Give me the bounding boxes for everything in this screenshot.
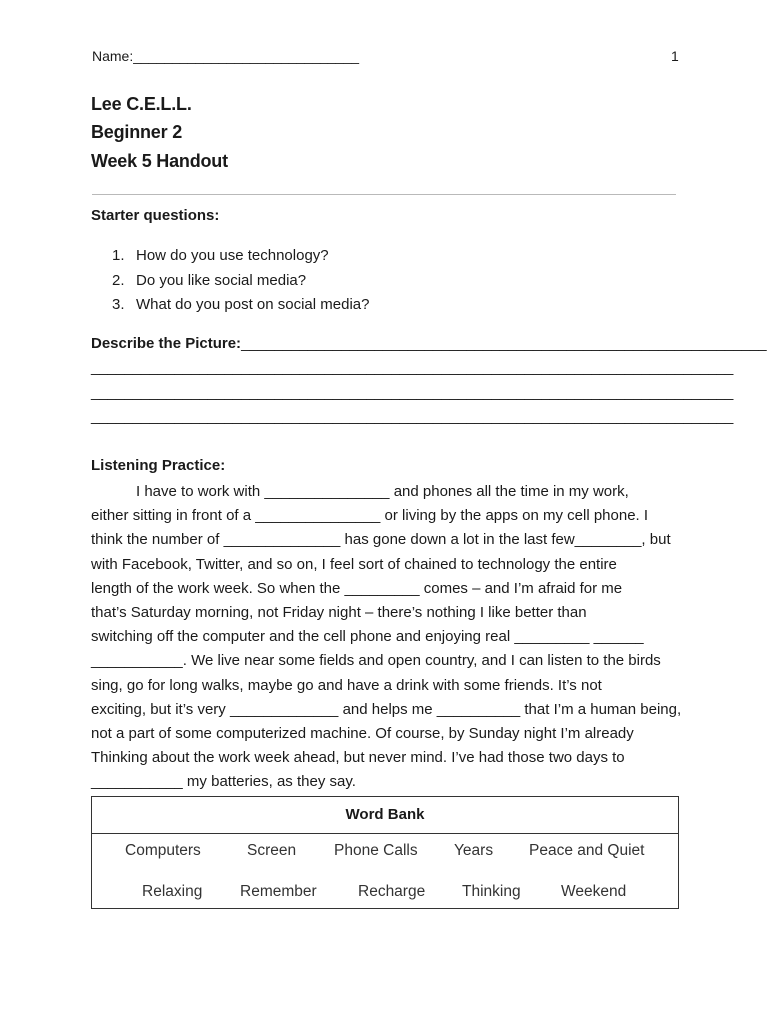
word-bank-word: Peace and Quiet	[529, 842, 645, 859]
passage-line: length of the work week. So when the _________ comes – and I’m afraid for me	[91, 579, 623, 597]
describe-answer-lines	[91, 358, 733, 432]
passage-line: switching off the computer and the cell phone and enjoying real _________ ______	[91, 628, 644, 646]
title-line-2: Beginner 2	[91, 122, 183, 142]
word-bank-word: Remember	[240, 883, 317, 900]
list-item	[112, 295, 369, 320]
word-bank-title: Word Bank	[92, 797, 678, 834]
passage-line: think the number of ______________ has gone down a lot in the last few________, but	[91, 531, 671, 549]
word-bank-box	[91, 796, 679, 909]
word-bank-word: Weekend	[561, 883, 627, 900]
page-number: 1	[671, 48, 679, 64]
list-item	[112, 271, 369, 296]
question-text: How do you use technology?	[136, 247, 329, 264]
word-bank-word: Thinking	[462, 883, 521, 900]
describe-picture-blank: _______________________________________________________________	[241, 335, 767, 352]
word-bank-word: Phone Calls	[334, 842, 418, 859]
passage-line: I have to work with _______________ and phones all the time in my work,	[136, 483, 629, 500]
question-text: What do you post on social media?	[136, 296, 370, 313]
listening-heading: Listening Practice:	[91, 457, 226, 474]
passage-line: ___________. We live near some fields and open country, and I can listen to the birds	[91, 652, 661, 670]
word-bank-word: Recharge	[358, 883, 426, 900]
passage-line: ___________ my batteries, as they say.	[91, 773, 356, 791]
name-field-label: Name:_____________________________	[92, 48, 360, 64]
passage-line: sing, go for long walks, maybe go and have a drink with some friends. It’s not	[91, 676, 602, 694]
question-number: 1.	[112, 247, 125, 264]
passage-line: not a part of some computerized machine. Of course, by Sunday night I’m already	[91, 724, 634, 742]
word-bank-word: Screen	[247, 842, 297, 859]
word-bank-word: Years	[454, 842, 494, 859]
passage-line: exciting, but it’s very _____________ and helps me __________ that I’m a human being,	[91, 700, 682, 718]
passage-line: either sitting in front of a _______________ or living by the apps on my cell phone. I	[91, 507, 649, 525]
word-bank-word: Computers	[125, 842, 201, 859]
answer-line: _____________________________________________________________________________	[91, 408, 734, 425]
passage-line: Thinking about the work week ahead, but never mind. I’ve had those two days to	[91, 749, 625, 767]
answer-line: _____________________________________________________________________________	[91, 383, 734, 401]
passage-line: with Facebook, Twitter, and so on, I feel sort of chained to technology the entire	[91, 555, 617, 573]
title-line-3: Week 5 Handout	[91, 151, 228, 171]
word-bank-word: Relaxing	[142, 883, 203, 900]
describe-picture-row	[91, 335, 767, 352]
passage-line: that’s Saturday morning, not Friday night – there’s nothing I like better than	[91, 603, 587, 621]
starter-heading: Starter questions:	[91, 207, 220, 224]
horizontal-divider	[92, 194, 676, 195]
question-text: Do you like social media?	[136, 271, 307, 289]
starter-questions-list	[112, 246, 369, 320]
list-item	[112, 246, 369, 271]
answer-line: _____________________________________________________________________________	[91, 359, 734, 376]
describe-picture-label: Describe the Picture:	[91, 335, 242, 352]
question-number: 3.	[112, 296, 125, 313]
title-line-1: Lee C.E.L.L.	[91, 94, 192, 114]
listening-passage	[91, 480, 683, 794]
question-number: 2.	[112, 271, 125, 289]
